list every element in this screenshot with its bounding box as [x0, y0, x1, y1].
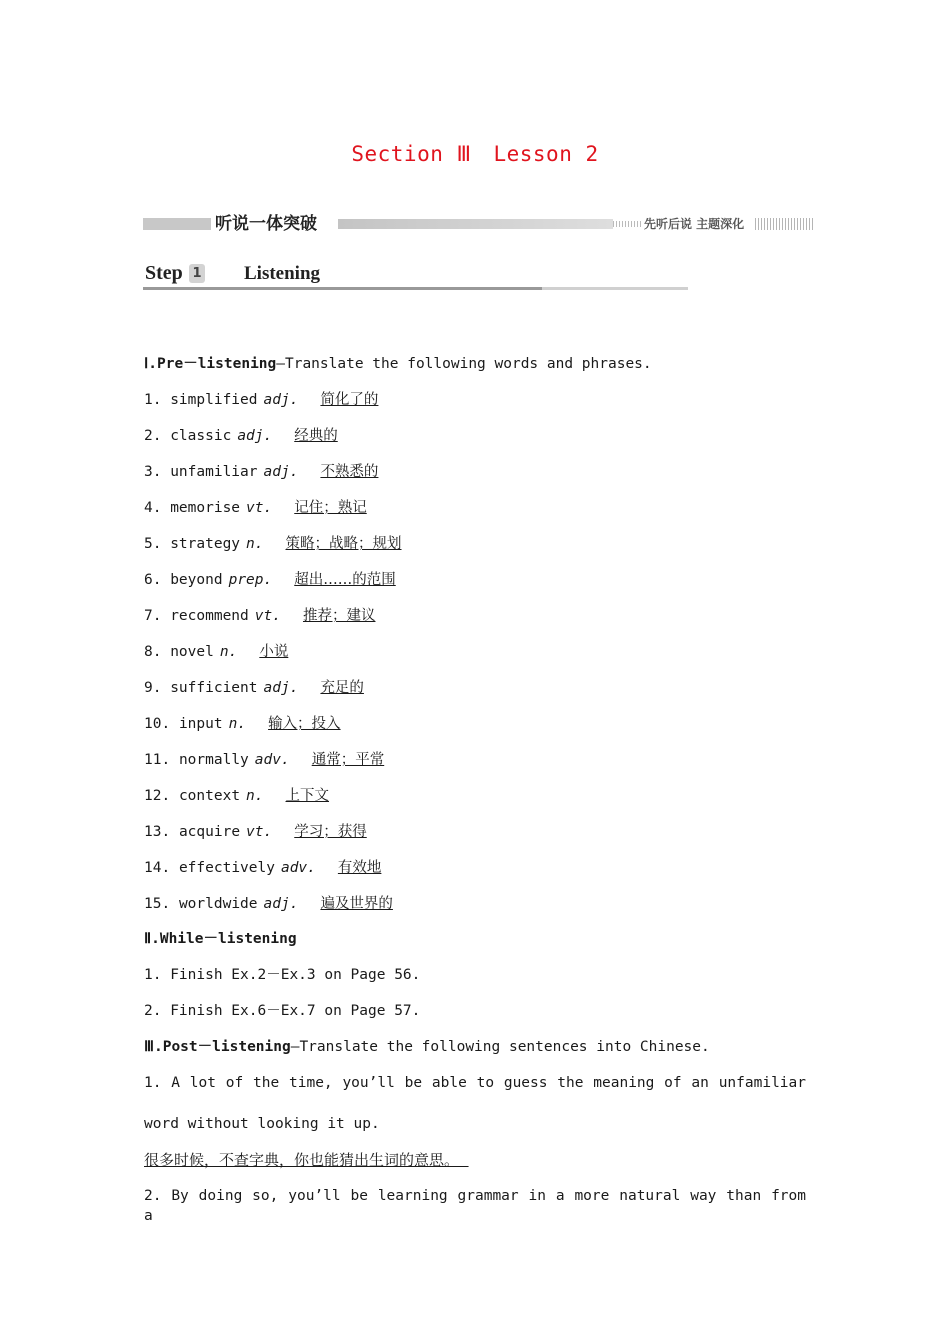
- item-answer: 策略；战略；规划: [285, 536, 402, 552]
- item-word: effectively: [178, 860, 275, 876]
- page-title: [0, 142, 950, 166]
- while-listening-item: 1. Finish Ex.2－Ex.3 on Page 56.: [144, 967, 421, 983]
- step-heading: [143, 262, 688, 292]
- list-item: [144, 498, 367, 518]
- item-word: recommend: [170, 608, 249, 624]
- step-number-badge: 1: [189, 264, 205, 283]
- item-answer: 输入；投入: [268, 716, 341, 732]
- item-number: 15.: [144, 896, 171, 912]
- list-item: [144, 642, 288, 662]
- item-number: 8.: [144, 644, 162, 660]
- section-banner: [143, 212, 815, 236]
- step-word: Step: [145, 262, 183, 284]
- item-pos: adj.: [263, 896, 299, 912]
- item-number: 2.: [144, 428, 162, 444]
- banner-left-bar: [143, 218, 211, 230]
- item-word: classic: [170, 428, 232, 444]
- list-item: [144, 750, 384, 770]
- item-number: 3.: [144, 464, 162, 480]
- item-pos: adj.: [263, 392, 299, 408]
- item-answer: 不熟悉的: [320, 464, 379, 480]
- sentence-1-line-1: 1. A lot of the time, you’ll be able to guess the meaning of an unfamiliar: [144, 1075, 806, 1091]
- item-number: 1.: [144, 392, 162, 408]
- banner-label: 听说一体突破: [215, 214, 317, 234]
- list-item: [144, 426, 338, 446]
- item-answer: 上下文: [285, 788, 330, 804]
- item-number: 9.: [144, 680, 162, 696]
- title-section: Section Ⅲ: [351, 142, 472, 166]
- item-answer: 超出……的范围: [294, 572, 396, 588]
- list-item: [144, 570, 396, 590]
- item-pos: prep.: [228, 572, 273, 588]
- banner-middle-bar: [338, 219, 613, 229]
- item-pos: adj.: [263, 680, 299, 696]
- step-name: Listening: [244, 263, 321, 284]
- post-listening-title: Ⅲ.Post－listening: [144, 1039, 291, 1055]
- item-number: 7.: [144, 608, 162, 624]
- item-answer: 遍及世界的: [320, 896, 393, 912]
- while-listening-heading: Ⅱ.While－listening: [144, 931, 297, 947]
- list-item: [144, 678, 364, 698]
- item-number: 14.: [144, 860, 171, 876]
- item-pos: n.: [246, 536, 264, 552]
- item-answer: 简化了的: [320, 392, 379, 408]
- item-number: 13.: [144, 824, 171, 840]
- step-underline-light: [542, 287, 688, 290]
- list-item: [144, 462, 378, 482]
- list-item: [144, 786, 329, 806]
- item-pos: n.: [228, 716, 247, 732]
- item-number: 5.: [144, 536, 162, 552]
- item-answer: 小说: [259, 644, 289, 660]
- item-answer: 有效地: [337, 860, 382, 876]
- sentence-1-answer: 很多时候，不查字典，你也能猜出生词的意思。: [144, 1151, 469, 1169]
- item-answer: 充足的: [320, 680, 364, 696]
- item-answer: 经典的: [294, 428, 338, 444]
- post-listening-instruction: —Translate the following sentences into Chinese.: [290, 1039, 710, 1055]
- item-pos: adv.: [254, 752, 290, 768]
- item-word: normally: [178, 752, 249, 768]
- item-number: 11.: [144, 752, 171, 768]
- item-word: worldwide: [178, 896, 258, 912]
- item-word: context: [178, 788, 241, 804]
- pre-listening-instruction: —Translate the following words and phrases.: [276, 356, 652, 372]
- item-pos: vt.: [254, 608, 281, 624]
- item-number: 12.: [144, 788, 171, 804]
- title-lesson: Lesson 2: [493, 142, 599, 166]
- item-pos: n.: [219, 644, 238, 660]
- item-number: 6.: [144, 572, 162, 588]
- item-word: sufficient: [170, 680, 258, 696]
- item-word: novel: [170, 644, 214, 660]
- item-answer: 记住；熟记: [294, 500, 367, 516]
- item-pos: adj.: [237, 428, 273, 444]
- list-item: [144, 822, 367, 842]
- pre-listening-title: Ⅰ.Pre－listening: [144, 356, 277, 372]
- list-item: [144, 894, 393, 914]
- item-number: 10.: [144, 716, 171, 732]
- item-answer: 学习；获得: [294, 824, 367, 840]
- item-answer: 通常；平常: [311, 752, 385, 768]
- item-pos: adj.: [263, 464, 299, 480]
- list-item: [144, 606, 375, 626]
- item-word: simplified: [170, 392, 258, 408]
- item-answer: 推荐；建议: [302, 608, 376, 624]
- post-listening-heading: [144, 1037, 710, 1057]
- list-item: [144, 714, 341, 734]
- item-number: 4.: [144, 500, 162, 516]
- step-underline: [143, 287, 542, 290]
- banner-dots: [613, 221, 643, 227]
- item-pos: vt.: [246, 500, 273, 516]
- banner-right-label: 先听后说 主题深化: [644, 217, 745, 231]
- while-listening-item: 2. Finish Ex.6－Ex.7 on Page 57.: [144, 1003, 421, 1019]
- sentence-2-line-1: 2. By doing so, you’ll be learning grammar in a more natural way than from a: [144, 1188, 806, 1224]
- banner-right-lines: [755, 218, 815, 230]
- item-word: beyond: [170, 572, 223, 588]
- list-item: [144, 858, 381, 878]
- item-word: input: [178, 716, 223, 732]
- item-word: strategy: [170, 536, 241, 552]
- list-item: [144, 534, 402, 554]
- item-word: acquire: [178, 824, 241, 840]
- list-item: [144, 390, 378, 410]
- pre-listening-heading: [144, 354, 652, 374]
- item-word: unfamiliar: [170, 464, 258, 480]
- item-pos: n.: [246, 788, 264, 804]
- item-pos: adv.: [280, 860, 316, 876]
- item-word: memorise: [170, 500, 241, 516]
- sentence-1-line-2: word without looking it up.: [144, 1116, 380, 1132]
- item-pos: vt.: [246, 824, 273, 840]
